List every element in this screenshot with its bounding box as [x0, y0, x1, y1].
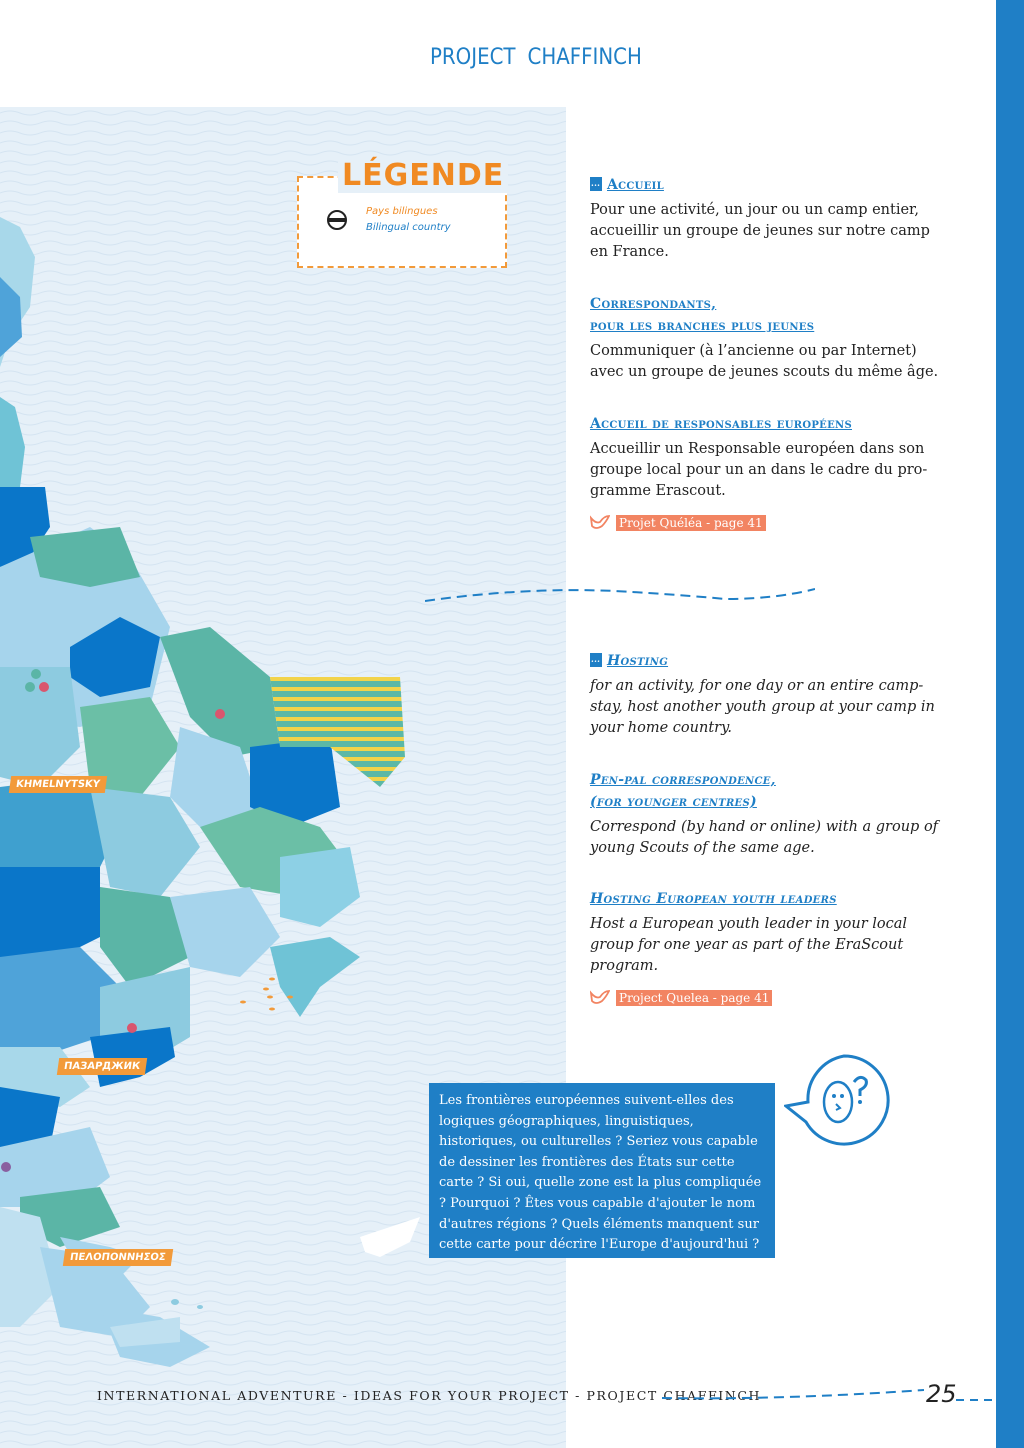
page-number: 25	[926, 1380, 957, 1408]
section-title: Pen-pal correspondence,	[590, 772, 776, 788]
fr-section-accueil	[590, 174, 940, 263]
bilingual-country-icon	[327, 210, 347, 230]
section-body: Pour une activité, un jour ou un camp entier, accueillir un groupe de jeunes sur notre camp en France.	[590, 202, 930, 260]
page-reference[interactable]	[590, 514, 940, 532]
section-title: Accueil de responsables européens	[590, 416, 852, 432]
legend-title: LÉGENDE	[338, 158, 508, 193]
page-edge-bar	[996, 0, 1024, 1448]
section-title: Accueil	[607, 177, 664, 193]
en-section-hosting	[590, 650, 940, 739]
page-reference[interactable]	[590, 989, 940, 1007]
region-label-peloponnisos: ΠΕΛΟΠΟΝΝΗΣΟΣ	[63, 1249, 173, 1266]
section-body: Host a European youth leader in your local group for one year as part of the EraScout program.	[590, 916, 908, 974]
logo-right-text: CHAFFINCH	[527, 44, 642, 70]
region-label-khmelnytsky: KHMELNYTSKY	[9, 776, 107, 793]
legend-label-en: Bilingual country	[366, 222, 451, 233]
fr-section-responsables	[590, 413, 940, 532]
fr-section-correspondants	[590, 293, 940, 383]
project-logo	[430, 40, 642, 74]
section-title-line2: pour les branches plus jeunes	[590, 318, 815, 334]
page-number-dashes	[956, 1396, 996, 1404]
section-title: Correspondants,	[590, 296, 717, 312]
region-label-pazardzhik: ПАЗАРДЖИК	[57, 1058, 147, 1075]
section-body: Communiquer (à l’ancienne ou par Internet) avec un groupe de jeunes scouts du même âge.	[590, 343, 939, 380]
section-title-line2: (for younger centres)	[590, 794, 757, 810]
legend-label-fr: Pays bilingues	[366, 206, 438, 217]
section-body: Correspond (by hand or online) with a group of young Scouts of the same age.	[590, 819, 939, 856]
dashed-separator	[425, 585, 815, 607]
section-marker-icon	[590, 653, 602, 667]
en-section-penpal	[590, 769, 940, 859]
thinking-bird-icon	[784, 1052, 894, 1147]
section-title: Hosting	[607, 653, 669, 669]
en-section-youth-leaders	[590, 888, 940, 1007]
section-body: Accueillir un Responsable européen dans son groupe local pour un an dans le cadre du pro-gramme Erascout.	[590, 441, 928, 499]
question-box: Les frontières européennes suivent-elles des logiques géographiques, linguistiques, historiques, ou culturelles ? Seriez vous capable de dessiner les frontières des États sur cette carte ? Si oui, quelle zone est la plus compliquée ? Pourquoi ? Êtes vous capable d'ajouter le nom d'autres régions ? Quels éléments manquent sur cette carte pour décrire l'Europe d'aujourd'hui ?	[429, 1083, 775, 1258]
reference-tag[interactable]: Projet Quéléa - page 41	[616, 515, 766, 531]
section-title: Hosting European youth leaders	[590, 891, 837, 907]
bird-reference-icon	[590, 514, 610, 532]
section-body: for an activity, for one day or an entire camp-stay, host another youth group at your camp in your home country.	[590, 678, 935, 736]
footer-dashes	[662, 1388, 924, 1402]
logo-left-text: PROJECT	[430, 44, 516, 70]
section-marker-icon	[590, 177, 602, 191]
footer-text: INTERNATIONAL ADVENTURE - IDEAS FOR YOUR PROJECT - PROJECT CHAFFINCH	[97, 1388, 761, 1403]
reference-tag[interactable]: Project Quelea - page 41	[616, 990, 772, 1006]
bird-reference-icon	[590, 989, 610, 1007]
